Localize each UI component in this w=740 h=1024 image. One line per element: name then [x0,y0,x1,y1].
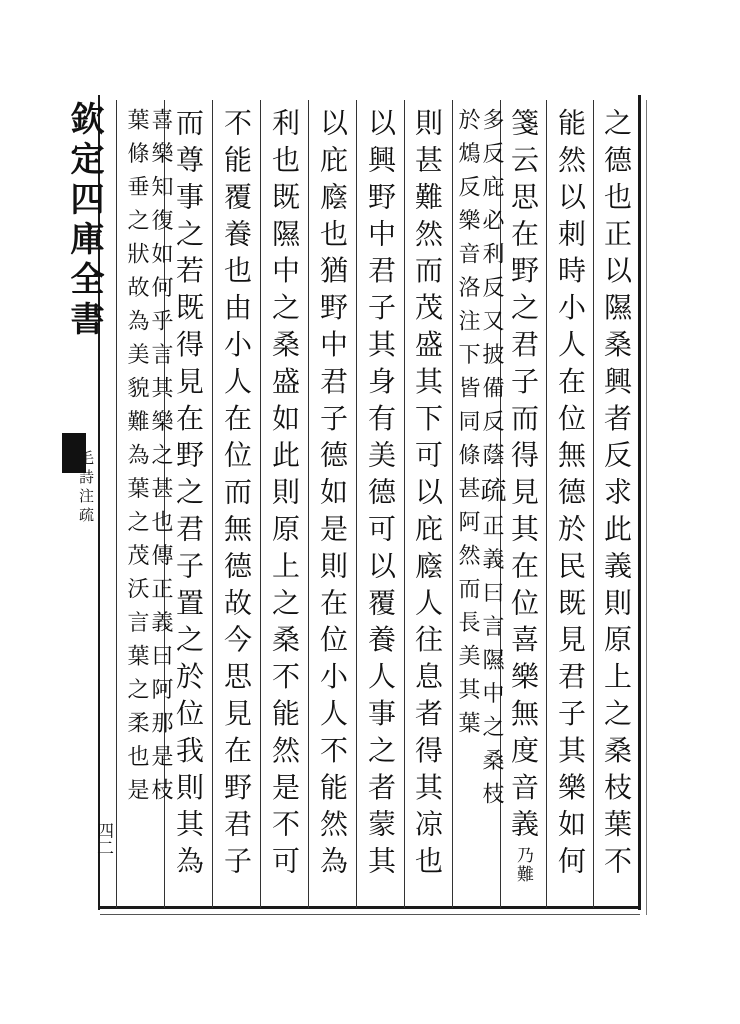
text-column-8 [316,108,348,883]
text-column-3 [507,108,539,884]
text-column-5 [455,108,479,745]
text-column-12 [148,108,172,812]
column-text: 不能覆養也由小人在位而無德故今思見在野君子 [220,108,253,883]
book-subtitle: 毛詩注疏 [77,450,95,526]
text-column-6 [411,108,443,883]
column-text: 能然以刺時小人在位無德於民既見君子其樂如何 [554,108,587,883]
commentary-mark: 疏 [476,476,506,514]
text-column-11 [172,108,204,883]
column-text: 利也既隰中之桑盛如此則原上之桑不能然是不可 [268,108,301,883]
text-column-10 [220,108,252,883]
column-text: 喜樂知復如何乎言其樂之甚也傳正義曰阿那是枝 [148,108,173,812]
page-number: 四二 [93,822,113,856]
text-column-4 [476,108,506,816]
text-column-9 [268,108,300,883]
column-text: 多反庇必利反又披備反蔭 [479,108,504,477]
column-text: 以庇廕也猶野中君子德如是則在位小人不能然為 [316,108,349,883]
column-text: 箋云思在野之君子而得見其在位喜樂無度音義 [507,108,540,846]
column-text: 以興野中君子其身有美德可以覆養人事之者蒙其 [364,108,397,883]
column-tail-text: 條甚阿然而長美其葉 [455,443,480,745]
column-text: 而尊事之若既得見在野之君子置之於位我則其為 [172,108,205,883]
text-column-1 [600,108,632,883]
text-column-2 [554,108,586,883]
column-text: 葉條垂之狀故為美貌難為葉之茂沃言葉之柔也是 [124,108,149,812]
column-text: 於鴆反樂音洛注下皆同 [455,108,480,443]
column-text: 則甚難然而茂盛其下可以庇廕人往息者得其凉也 [411,108,444,883]
text-column-7 [364,108,396,883]
column-tail-text: 正義曰言隰中之桑枝 [479,514,504,816]
text-column-13 [124,108,148,812]
column-tail-text: 乃難 [513,846,533,884]
collection-title: 欽定四庫全書 [64,101,104,341]
column-text: 之德也正以隰桑興者反求此義則原上之桑枝葉不 [600,108,633,883]
